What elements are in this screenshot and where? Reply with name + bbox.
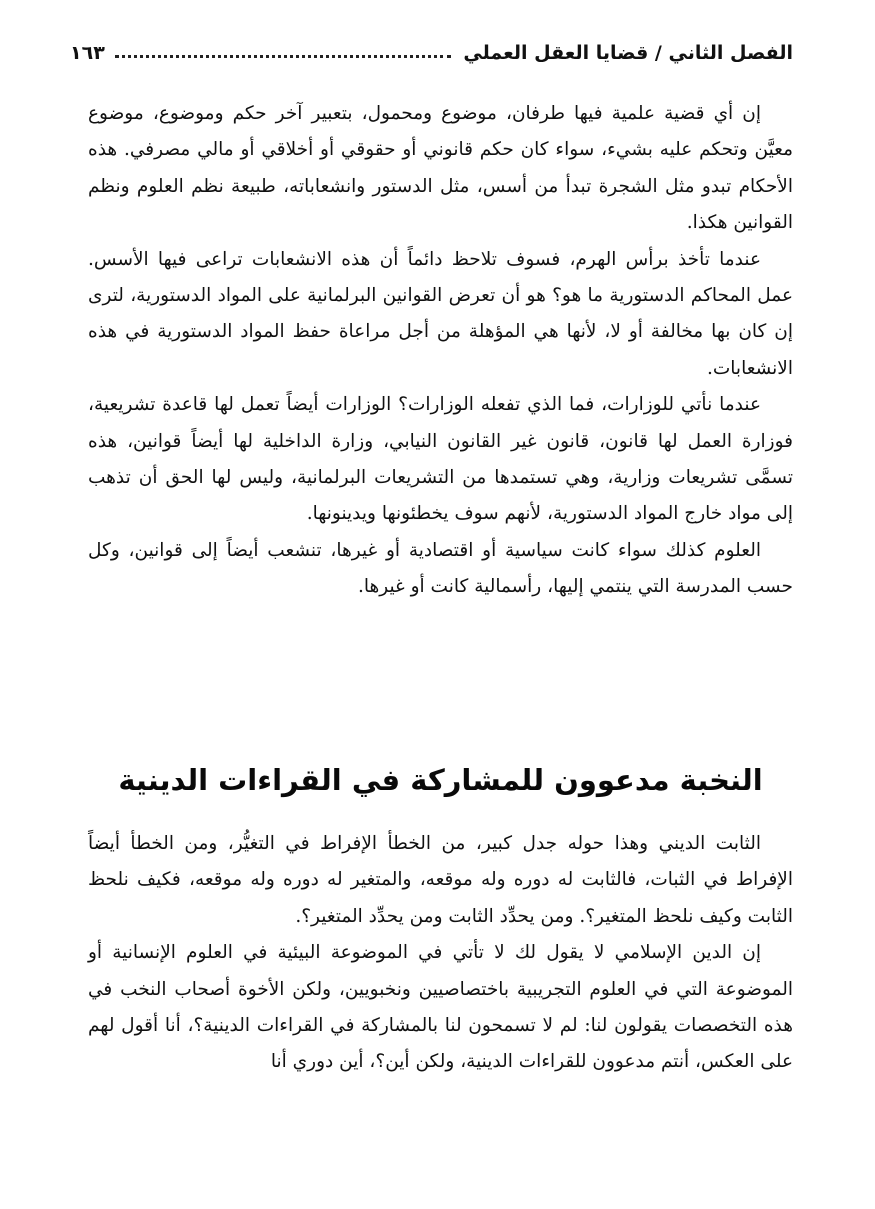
paragraph: عندما نأتي للوزارات، فما الذي تفعله الوزارات؟ الوزارات أيضاً تعمل لها قاعدة تشريعية، فوزارة العمل لها قانون، قانون غير القانون النيابي، وزارة الداخلية لها أيضاً قوانين، هذه تسمَّى تشريعات وزارية، وهي تستمدها من التشريعات البرلمانية، وليس لها الحق أن تذهب إلى مواد خارج المواد الدستورية، لأنهم سوف يخطئونها ويدينونها. (88, 394, 793, 525)
paragraph: إن الدين الإسلامي لا يقول لك لا تأتي في الموضوعة البيئية في العلوم الإنسانية أو الموضوعة التي في العلوم التجريبية باختصاصيين ونخبويين، ولكن الأخوة أصحاب النخب في هذه التخصصات يقولون لنا: لم لا تسمحون لنا بالمشاركة في القراءات الدينية؟، أنا أقول لهم على العكس، أنتم مدعوون للقراءات الدينية، ولكن أين؟، أين دوري أنا (88, 942, 793, 1073)
dotted-leader (115, 54, 452, 58)
paragraph: عندما تأخذ برأس الهرم، فسوف تلاحظ دائماً أن هذه الانشعابات تراعى فيها الأسس. عمل المحاكم الدستورية ما هو؟ هو أن تعرض القوانين البرلمانية على المواد الدستورية، لترى إن كان بها مخالفة أو لا، لأنها هي المؤهلة من أجل مراعاة حفظ المواد الدستورية في هذه الانشعابات. (88, 248, 793, 379)
running-header (70, 30, 793, 64)
chapter-title: الفصل الثاني / قضايا العقل العملي (463, 42, 793, 64)
paragraph: العلوم كذلك سواء كانت سياسية أو اقتصادية أو غيرها، تنشعب أيضاً إلى قوانين، وكل حسب المدرسة التي ينتمي إليها، رأسمالية كانت أو غيرها. (88, 539, 793, 598)
page-number: ١٦٣ (70, 42, 105, 64)
body-text-top (88, 96, 793, 606)
section-title: النخبة مدعوون للمشاركة في القراءات الدينية (118, 763, 763, 798)
paragraph: إن أي قضية علمية فيها طرفان، موضوع ومحمول، بتعبير آخر حكم وموضوع، موضوع معيَّن وتحكم عليه بشيء، سواء كان حكم قانوني أو حقوقي أو أخلاقي أو مالي مصرفي. هذه الأحكام تبدو مثل الشجرة تبدأ من أسس، مثل الدستور وانشعاباته، طبيعة نظم العلوم ونظم القوانين هكذا. (88, 103, 793, 234)
paragraph: الثابت الديني وهذا حوله جدل كبير، من الخطأ الإفراط في التغيُّر، ومن الخطأ أيضاً الإفراط في الثبات، فالثابت له دوره وله موقعه، والمتغير له دوره وله موقعه، فكيف نلحظ الثابت وكيف نلحظ المتغير؟. ومن يحدِّد الثابت ومن يحدِّد المتغير؟. (88, 833, 793, 927)
body-text-bottom (88, 826, 793, 1081)
